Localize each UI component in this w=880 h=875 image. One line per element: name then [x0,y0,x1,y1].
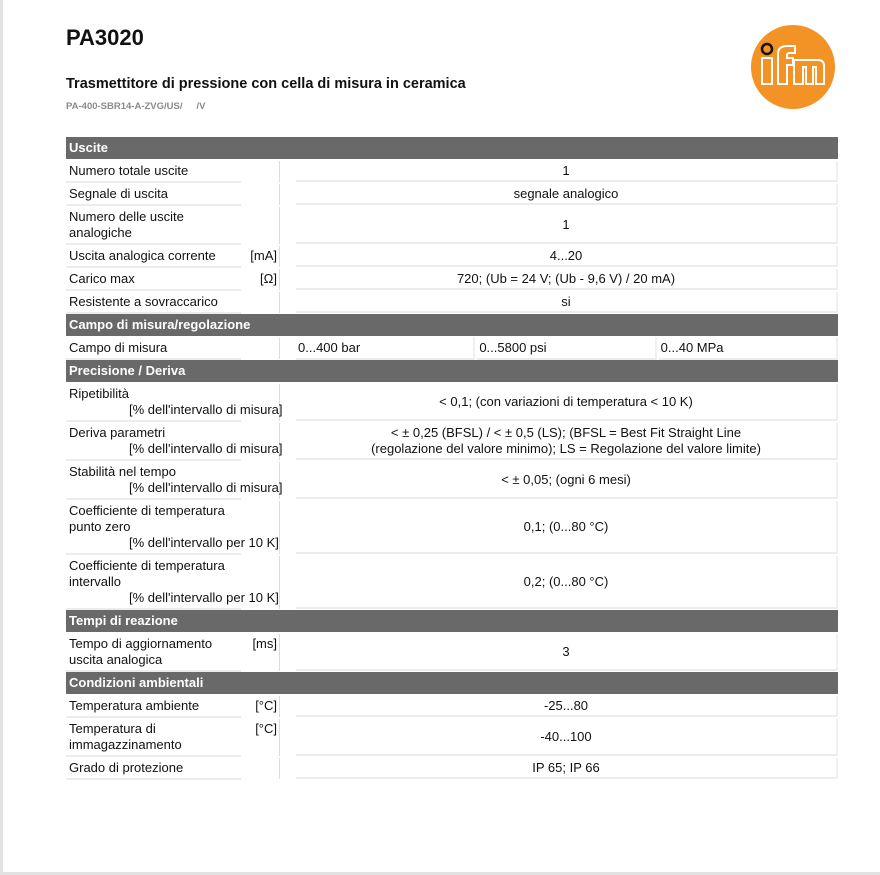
spec-value: 0...5800 psi [477,337,656,360]
spec-unit: [°C] [255,721,277,736]
spec-label [66,696,280,717]
spec-name: Tempo di aggiornamento uscita analogica [69,636,213,667]
section-header: Condizioni ambientali [66,672,838,694]
spec-value: segnale analogico [296,184,838,205]
spec-label [66,634,280,671]
spec-label [66,161,280,182]
spec-unit: [% dell'intervallo di misura] [129,480,283,495]
spec-name: Coefficiente di temperatura intervallo [69,558,225,589]
spec-unit: [°C] [255,698,277,713]
spec-table [66,136,838,779]
product-subtitle: Trasmettitore di pressione con cella di misura in ceramica [66,76,466,92]
spec-unit: [Ω] [260,271,277,286]
spec-value: -25...80 [296,696,838,717]
spec-value: < ± 0,05; (ogni 6 mesi) [296,462,838,499]
spec-name: Ripetibilità [69,386,129,401]
spec-value: 3 [296,634,838,671]
spec-name: Segnale di uscita [69,186,169,201]
spec-row [66,554,838,609]
spec-label [66,501,280,554]
spec-row [66,382,838,421]
spec-row [66,717,838,756]
spec-name: Resistente a sovraccarico [69,294,218,309]
spec-row [66,632,838,671]
spec-value: 720; (Ub = 24 V; (Ub - 9,6 V) / 20 mA) [296,269,838,290]
spec-label [66,292,280,313]
product-code-part: /V [196,101,206,112]
spec-name: Grado di protezione [69,760,184,775]
section-header: Precisione / Deriva [66,360,838,382]
spec-row [66,460,838,499]
section-header: Campo di misura/regolazione [66,314,838,336]
spec-label [66,269,280,290]
spec-unit: [% dell'intervallo per 10 K] [129,535,279,550]
spec-unit: [% dell'intervallo per 10 K] [129,590,279,605]
spec-name: Campo di misura [69,340,168,355]
spec-value: 1 [296,207,838,244]
spec-value: < 0,1; (con variazioni di temperatura < 10 K) [296,384,838,421]
spec-row [66,694,838,717]
spec-value: 0,1; (0...80 °C) [296,501,838,554]
section-header: Uscite [66,137,838,159]
spec-row [66,499,838,554]
spec-name: Temperatura di immagazzinamento [69,721,182,752]
product-code [66,101,219,112]
spec-row [66,421,838,460]
spec-unit: [mA] [250,248,277,263]
spec-label [66,758,280,779]
spec-value: IP 65; IP 66 [296,758,838,779]
spec-row [66,182,838,205]
spec-name: Numero delle uscite analogiche [69,209,184,240]
spec-value: 0,2; (0...80 °C) [296,556,838,609]
spec-unit: [% dell'intervallo di misura] [129,441,283,456]
spec-label [66,184,280,205]
page-left-border [0,0,3,875]
spec-name: Stabilità nel tempo [69,464,176,479]
spec-name: Carico max [69,271,135,286]
spec-label [66,462,283,499]
spec-row [66,159,838,182]
spec-name: Temperatura ambiente [69,698,200,713]
spec-value: < ± 0,25 (BFSL) / < ± 0,5 (LS); (BFSL = Best Fit Straight Line (regolazione del valore minimo); LS = Regolazione del valore limite) [296,423,838,460]
spec-value: si [296,292,838,313]
spec-row [66,336,838,359]
spec-value: 1 [296,161,838,182]
spec-label [66,207,280,244]
spec-value: -40...100 [296,719,838,756]
spec-row [66,205,838,244]
spec-label [66,384,283,421]
spec-label [66,423,283,460]
spec-unit: [ms] [252,636,277,651]
spec-name: Uscita analogica corrente [69,248,216,263]
spec-row [66,756,838,779]
product-title: PA3020 [66,25,144,50]
spec-value: 0...400 bar [296,337,475,360]
ifm-logo-icon [750,24,836,110]
spec-value: 0...40 MPa [659,337,838,360]
spec-label [66,246,280,267]
section-header: Tempi di reazione [66,610,838,632]
spec-label [66,338,280,359]
spec-row [66,244,838,267]
spec-value: 4...20 [296,246,838,267]
spec-name: Numero totale uscite [69,163,189,178]
spec-label [66,719,280,756]
product-code-part: PA-400-SBR14-A-ZVG/US/ [66,101,183,112]
spec-value-group [296,338,838,359]
spec-name: Coefficiente di temperatura punto zero [69,503,225,534]
spec-row [66,290,838,313]
spec-name: Deriva parametri [69,425,166,440]
spec-row [66,267,838,290]
spec-label [66,556,280,609]
spec-unit: [% dell'intervallo di misura] [129,402,283,417]
